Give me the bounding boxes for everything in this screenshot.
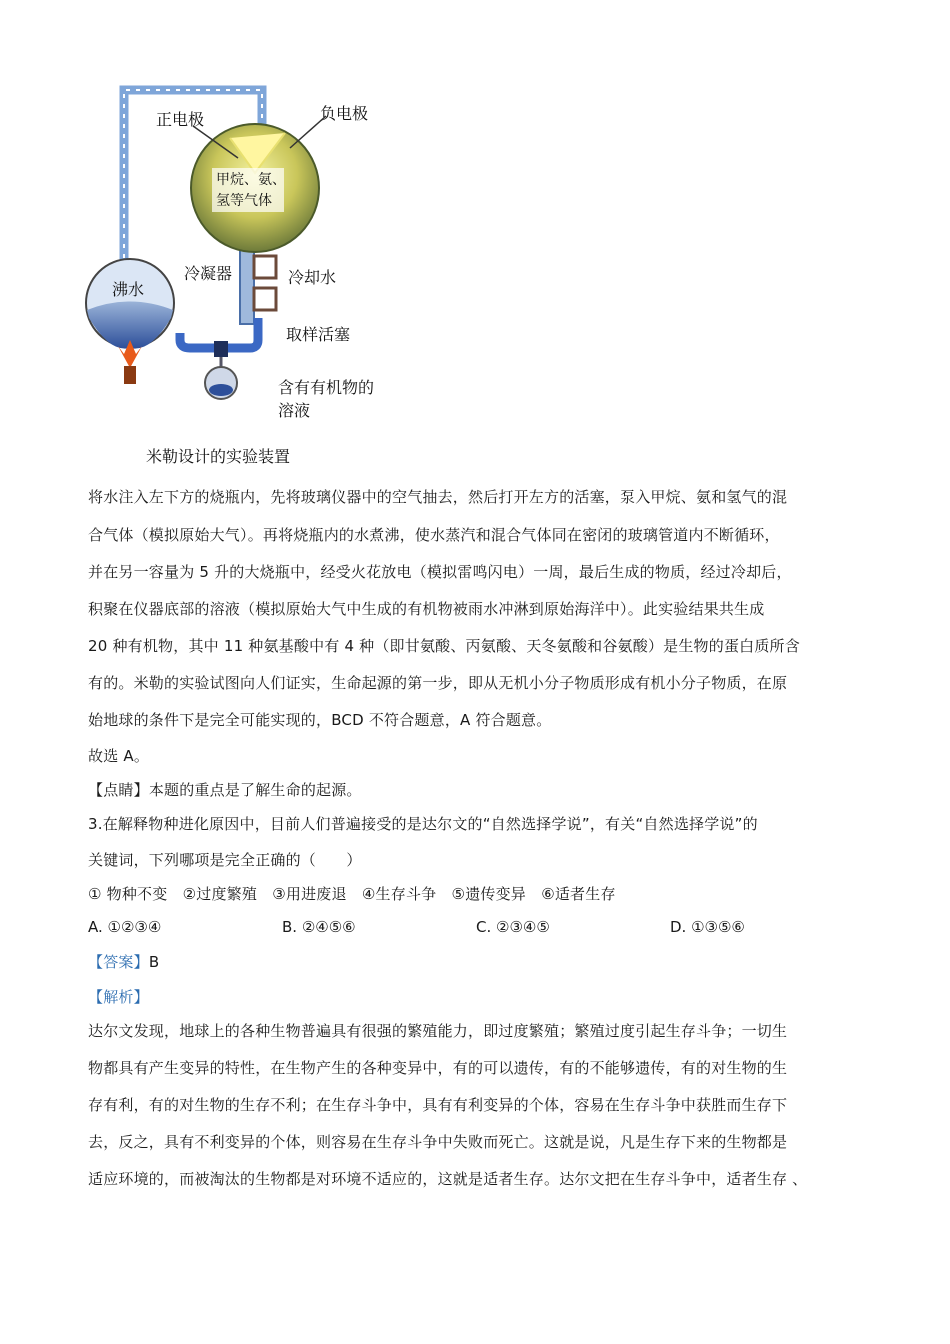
cooling-water-label: 冷却水 [288,268,337,287]
gases-label-line1: 甲烷、氨、 [216,172,286,188]
explanation-line: 有的。米勒的实验试图向人们证实，生命起源的第一步，即从无机小分子物质形成有机小分子物质，在原 [88,674,788,692]
miller-apparatus-diagram [80,78,400,428]
analysis-line: 存有利，有的对生物的生存不利；在生存斗争中，具有有利变异的个体，容易在生存斗争中获胜而生存下 [88,1096,788,1114]
explanation-line: 将水注入左下方的烧瓶内，先将玻璃仪器中的空气抽去，然后打开左方的活塞，泵入甲烷、氨和氢气的混 [88,488,788,506]
question-line: 关键词，下列哪项是完全正确的（ ） [88,851,362,869]
option-b: B. ②④⑤⑥ [282,918,356,936]
explanation-line: 20 种有机物，其中 11 种氨基酸中有 4 种（即甘氨酸、丙氨酸、天冬氨酸和谷氨酸）是生物的蛋白质所含 [88,637,800,655]
explanation-line: 积聚在仪器底部的溶液（模拟原始大气中生成的有机物被雨水冲淋到原始海洋中）。此实验结果共生成 [88,600,765,618]
answer-value: B [148,953,160,971]
option-d: D. ①③⑤⑥ [670,918,745,936]
analysis-line: 适应环境的，而被淘汰的生物都是对环境不适应的，这就是适者生存。达尔文把在生存斗争中，适者生存 、 [88,1170,808,1188]
analysis-line: 达尔文发现，地球上的各种生物普遍具有很强的繁殖能力，即过度繁殖；繁殖过度引起生存斗争；一切生 [88,1022,788,1040]
answer-line [88,952,159,972]
gases-label-line2: 氢等气体 [216,193,272,209]
analysis-line: 物都具有产生变异的特性，在生物产生的各种变异中，有的可以遗传，有的不能够遗传，有的对生物的生 [88,1059,788,1077]
negative-electrode-label: 负电极 [320,104,369,123]
positive-electrode-label: 正电极 [156,110,205,129]
answer-tag: 【答案】 [88,953,149,971]
miller-apparatus-figure [80,78,400,428]
question-items: ① 物种不变 ②过度繁殖 ③用进废退 ④生存斗争 ⑤遗传变异 ⑥适者生存 [88,885,616,903]
choose-answer-line: 故选 A。 [88,747,150,765]
analysis-line: 去，反之，具有不利变异的个体，则容易在生存斗争中失败而死亡。这就是说，凡是生存下来的生物都是 [88,1133,788,1151]
comment-line [88,780,362,800]
boiling-water-label: 沸水 [112,280,145,299]
comment-text: 本题的重点是了解生命的起源。 [148,781,362,799]
solution-label-line2: 溶液 [278,401,311,420]
question-line: 3.在解释物种进化原因中，目前人们普遍接受的是达尔文的“自然选择学说”，有关“自然选择学说”的 [88,815,758,833]
sampling-stopcock-label: 取样活塞 [286,325,351,344]
figure-caption: 米勒设计的实验装置 [146,447,291,466]
solution-label-line1: 含有有机物的 [278,378,375,397]
analysis-tag: 【解析】 [88,988,149,1006]
option-c: C. ②③④⑤ [476,918,550,936]
option-a: A. ①②③④ [88,918,162,936]
condenser-label: 冷凝器 [184,264,233,283]
explanation-line: 始地球的条件下是完全可能实现的，BCD 不符合题意，A 符合题意。 [88,711,552,729]
comment-tag: 【点睛】 [88,781,149,799]
explanation-line: 合气体（模拟原始大气）。再将烧瓶内的水煮沸，使水蒸汽和混合气体同在密闭的玻璃管道内不断循环， [88,526,780,544]
explanation-line: 并在另一容量为 5 升的大烧瓶中，经受火花放电（模拟雷鸣闪电）一周，最后生成的物质，经过冷却后， [88,563,792,581]
